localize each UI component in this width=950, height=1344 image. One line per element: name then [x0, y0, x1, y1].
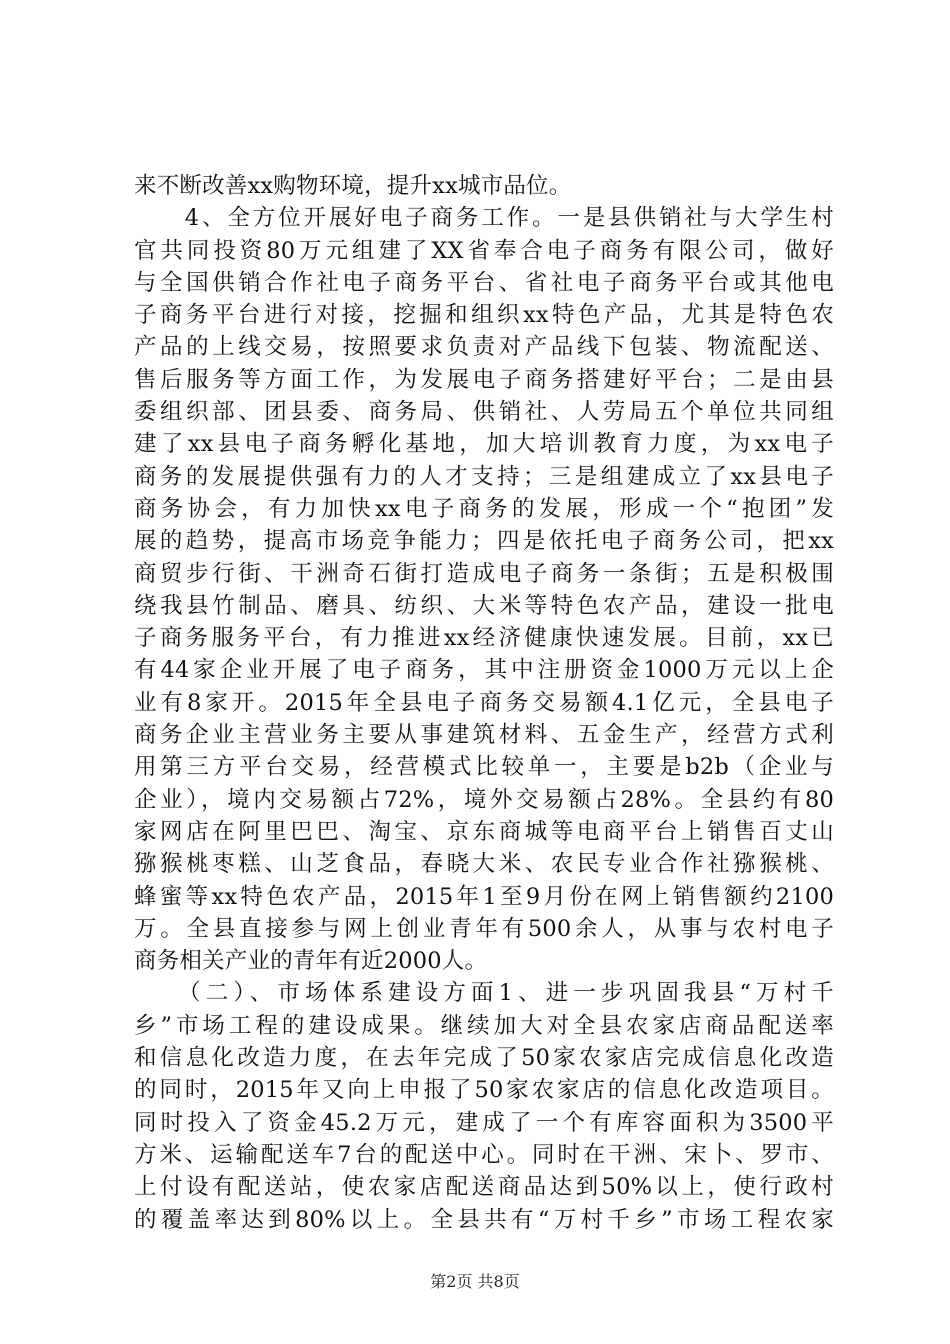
text-line: 的同时，2015年又向上申报了50家农家店的信息化改造项目。: [134, 1077, 834, 1104]
text-line: 售后服务等方面工作，为发展电子商务搭建好平台；二是由县: [134, 366, 834, 393]
text-line: 商贸步行街、干洲奇石街打造成电子商务一条街；五是积极围: [134, 560, 834, 587]
text-line: 产品的上线交易，按照要求负责对产品线下包装、物流配送、: [134, 334, 834, 361]
text-line: 家网店在阿里巴巴、淘宝、京东商城等电商平台上销售百丈山: [134, 818, 834, 845]
text-line: 商务相关产业的青年有近2000人。: [134, 948, 488, 975]
text-line: 来不断改善xx购物环境，提升xx城市品位。: [134, 173, 572, 199]
text-line: 展的趋势，提高市场竞争能力；四是依托电子商务公司，把xx: [134, 528, 834, 555]
text-line: 猕猴桃枣糕、山芝食品，春晓大米、农民专业合作社猕猴桃、: [134, 851, 834, 878]
text-line: 方米、运输配送车7台的配送中心。同时在干洲、宋卜、罗市、: [134, 1141, 834, 1168]
text-line: 绕我县竹制品、磨具、纺织、大米等特色农产品，建设一批电: [134, 592, 834, 619]
text-line: 商务协会，有力加快xx电子商务的发展，形成一个“抱团”发: [134, 495, 834, 522]
text-line: 业有8家开。2015年全县电子商务交易额4.1亿元，全县电子: [134, 689, 834, 716]
text-line: 委组织部、团县委、商务局、供销社、人劳局五个单位共同组: [134, 399, 834, 426]
text-line: 商务企业主营业务主要从事建筑材料、五金生产，经营方式利: [134, 722, 834, 749]
text-line: 4、全方位开展好电子商务工作。一是县供销社与大学生村: [134, 205, 834, 232]
text-line: 用第三方平台交易，经营模式比较单一，主要是b2b（企业与: [134, 754, 834, 781]
text-line: 子商务服务平台，有力推进xx经济健康快速发展。目前，xx已: [134, 625, 834, 652]
text-line: 有44家企业开展了电子商务，其中注册资金1000万元以上企: [134, 657, 834, 684]
text-line: 万。全县直接参与网上创业青年有500余人，从事与农村电子: [134, 915, 834, 942]
text-line: 蜂蜜等xx特色农产品，2015年1至9月份在网上销售额约2100: [134, 883, 834, 910]
text-line: 与全国供销合作社电子商务平台、省社电子商务平台或其他电: [134, 269, 834, 296]
page-footer: 第2页 共8页: [430, 1272, 520, 1291]
text-line: 乡”市场工程的建设成果。继续加大对全县农家店商品配送率: [134, 1012, 834, 1039]
text-line: 上付设有配送站，使农家店配送商品达到50%以上，使行政村: [134, 1174, 834, 1201]
text-line: 建了xx县电子商务孵化基地，加大培训教育力度，为xx电子: [134, 431, 834, 458]
text-line: 子商务平台进行对接，挖掘和组织xx特色产品，尤其是特色农: [134, 302, 834, 329]
text-line: 的覆盖率达到80%以上。全县共有“万村千乡”市场工程农家: [134, 1206, 834, 1233]
text-line: 企业），境内交易额占72%，境外交易额占28%。全县约有80: [134, 786, 834, 813]
text-line: （二）、市场体系建设方面1、进一步巩固我县“万村千: [134, 980, 834, 1007]
text-line: 商务的发展提供强有力的人才支持；三是组建成立了xx县电子: [134, 463, 834, 490]
text-line: 和信息化改造力度，在去年完成了50家农家店完成信息化改造: [134, 1045, 834, 1072]
text-line: 官共同投资80万元组建了XX省奉合电子商务有限公司，做好: [134, 237, 834, 264]
body-text: [134, 170, 834, 1236]
text-line: 同时投入了资金45.2万元，建成了一个有库容面积为3500平: [134, 1109, 834, 1136]
